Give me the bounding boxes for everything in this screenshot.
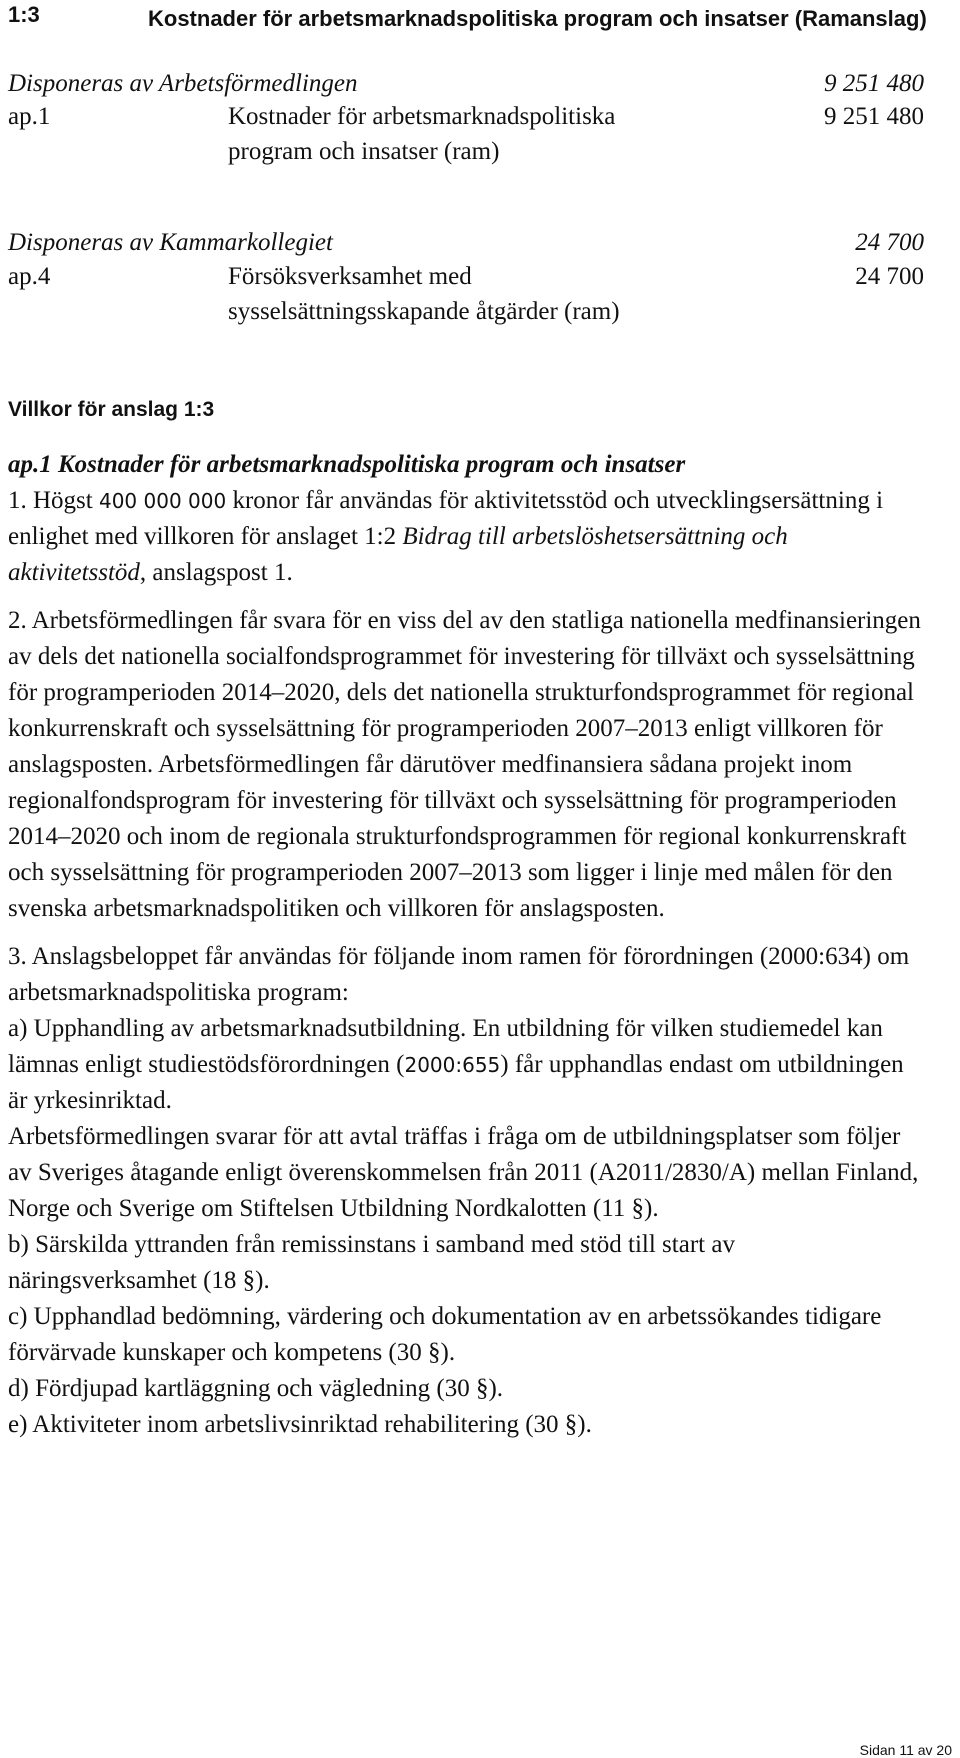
p1-end: , anslagspost 1. <box>139 559 293 586</box>
paragraph-3-intro: 3. Anslagsbeloppet får användas för följande inom ramen för förordningen (2000:634) om arbetsmarknadspolitiska program: <box>8 943 910 1006</box>
item-b: b) Särskilda yttranden från remissinstans i samband med stöd till start av näringsverksamhet (18 §). <box>8 1231 735 1294</box>
allocation-label: ap.4 <box>8 263 51 290</box>
allocation-amount: 24 700 <box>855 229 924 256</box>
conditions-title: Villkor för anslag 1:3 <box>8 398 215 421</box>
allocation-amount: 9 251 480 <box>824 103 924 130</box>
item-a-continued: Arbetsförmedlingen svarar för att avtal träffas i fråga om de utbildningsplatser som följer av Sveriges åtagande enligt överenskommelsen från 2011 (A2011/2830/A) mellan Finland, Norge och Sverige om Stiftelsen Utbildning Nordkalotten (11 §). <box>8 1123 919 1222</box>
item-d: d) Fördjupad kartläggning och vägledning (30 §). <box>8 1375 504 1402</box>
p1-mid: kronor får användas för aktivitetsstöd och utvecklingsersättning i enlighet med villkoren för anslaget 1:2 <box>8 487 884 550</box>
ap-heading: ap.1 Kostnader för arbetsmarknadspolitiska program och insatser <box>8 451 686 478</box>
p1-amount: 400 000 000 <box>98 489 227 513</box>
allocation-label: Disponeras av Arbetsförmedlingen <box>8 70 358 97</box>
allocation-description: Kostnader för arbetsmarknadspolitiska program och insatser (ram) <box>228 103 616 165</box>
section-title: Kostnader för arbetsmarknadspolitiska program och insatser (Ramanslag) <box>148 6 927 31</box>
paragraph-1 <box>8 483 928 591</box>
allocation-amount: 9 251 480 <box>824 70 924 97</box>
item-a-ref: 2000:655 <box>404 1053 501 1077</box>
item-a <box>8 1011 928 1119</box>
item-c: c) Upphandlad bedömning, värdering och dokumentation av en arbetssökandes tidigare förvärvade kunskaper och kompetens (30 §). <box>8 1303 882 1366</box>
p1-reference: Bidrag till arbetslöshetsersättning och aktivitetsstöd <box>8 523 788 586</box>
allocation-label: Disponeras av Kammarkollegiet <box>8 229 333 256</box>
allocation-amount: 24 700 <box>855 263 924 290</box>
page-footer: Sidan 11 av 20 <box>859 1742 952 1758</box>
conditions-body <box>8 447 928 1443</box>
paragraph-2: 2. Arbetsförmedlingen får svara för en viss del av den statliga nationella medfinansieringen av dels det nationella socialfondsprogrammet för investering för tillväxt och sysselsättning för programperioden 2014–2020, dels det nationella strukturfondsprogrammet för regional konkurrenskraft och sysselsättning för programperioden 2007–2013 enligt villkoren för anslagsposten. Arbetsförmedlingen får därutöver medfinansiera sådana projekt inom regionalfondsprogram för investering för tillväxt och sysselsättning för programperioden 2014–2020 och inom de regionala strukturfondsprogrammen för regional konkurrenskraft och sysselsättning för programperioden 2007–2013 som ligger i linje med målen för den svenska arbetsmarknadspolitiken och villkoren för anslagsposten. <box>8 607 921 922</box>
allocation-description: Försöksverksamhet med sysselsättningsskapande åtgärder (ram) <box>228 263 620 325</box>
item-a-end: ) får upphandlas endast om utbildningen är yrkesinriktad. <box>8 1051 904 1114</box>
item-a-start: a) Upphandling av arbetsmarknadsutbildning. En utbildning för vilken studiemedel kan lämnas enligt studiestödsförordningen ( <box>8 1015 883 1078</box>
section-number: 1:3 <box>8 2 40 27</box>
allocation-label: ap.1 <box>8 103 51 130</box>
item-e: e) Aktiviteter inom arbetslivsinriktad rehabilitering (30 §). <box>8 1411 592 1438</box>
p1-start: 1. Högst <box>8 487 99 514</box>
